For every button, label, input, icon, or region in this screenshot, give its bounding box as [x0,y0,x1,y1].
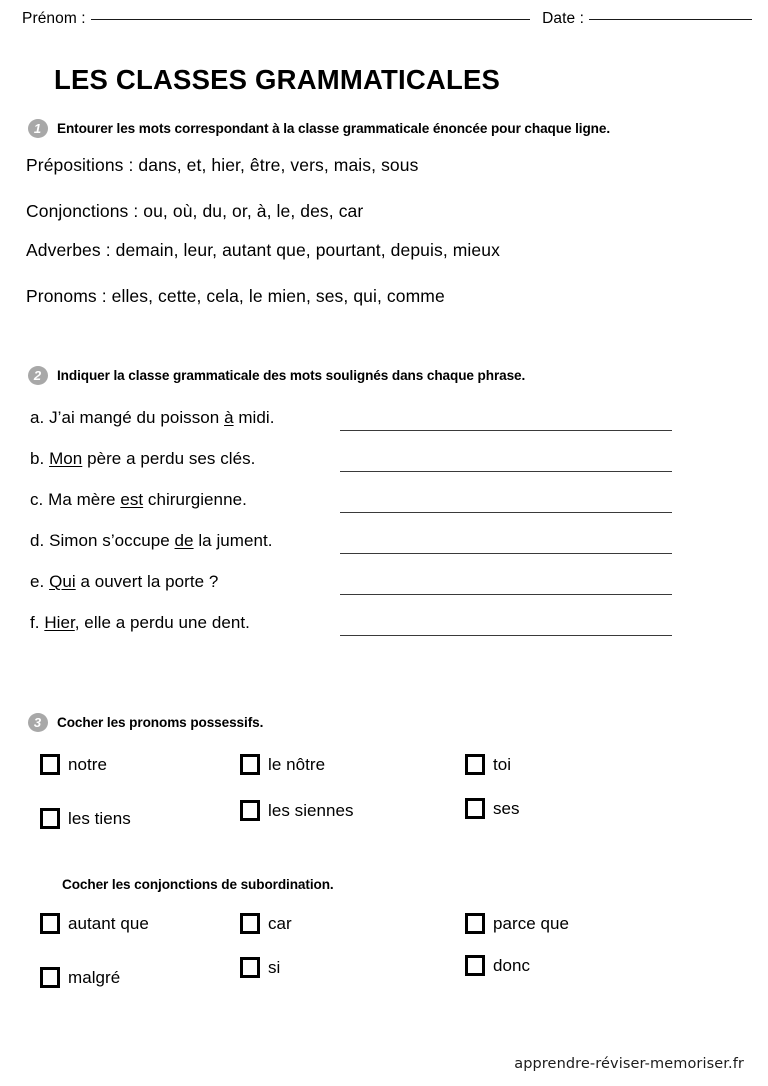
sentence-row [30,613,678,643]
exercise-1-instruction: Entourer les mots correspondant à la classe grammaticale énoncée pour chaque ligne. [57,121,611,136]
checkbox-option-car[interactable] [240,913,292,934]
sentence-marker: c. [30,490,44,509]
word-list[interactable]: dans, et, hier, être, vers, mais, sous [138,155,419,175]
exercise-number-badge: 3 [28,713,48,732]
word-line-prepositions[interactable] [26,155,418,176]
checkbox-label: ses [493,798,520,818]
checkbox-icon[interactable] [40,913,60,934]
answer-input-line[interactable] [340,471,672,472]
checkbox-icon[interactable] [240,957,260,978]
page-title: LES CLASSES GRAMMATICALES [54,64,501,95]
sentence-before: J’ai mangé du poisson [49,408,225,427]
prenom-label: Prénom : [22,10,86,27]
checkbox-label: malgré [68,967,121,987]
answer-input-line[interactable] [340,553,672,554]
checkbox-icon[interactable] [40,754,60,775]
checkbox-option-donc[interactable] [465,955,530,976]
underlined-word: Qui [49,572,76,591]
checkbox-option-autant-que[interactable] [40,913,149,934]
answer-input-line[interactable] [340,594,672,595]
underlined-word: Mon [49,449,83,468]
sentence-after: père a perdu ses clés. [82,449,256,468]
sentence-after: la jument. [193,531,273,550]
checkbox-label: les tiens [68,808,131,828]
checkbox-option-malgre[interactable] [40,967,120,988]
checkbox-option-toi[interactable] [465,754,511,775]
sentence-marker: d. [30,531,45,550]
exercise-number-badge: 1 [28,119,48,138]
checkbox-icon[interactable] [240,800,260,821]
sentence-marker: b. [30,449,45,468]
exercise-4-instruction: Cocher les conjonctions de subordination. [62,877,334,892]
checkbox-icon[interactable] [40,808,60,829]
sentence-after: , elle a perdu une dent. [74,613,250,632]
answer-input-line[interactable] [340,430,672,431]
answer-input-line[interactable] [340,635,672,636]
sentence-after: midi. [233,408,275,427]
sentence-after: a ouvert la porte ? [75,572,219,591]
sentence-text [30,449,255,469]
checkbox-label: parce que [493,913,570,933]
checkbox-option-si[interactable] [240,957,280,978]
checkbox-icon[interactable] [465,913,485,934]
checkbox-icon[interactable] [465,798,485,819]
sentence-text [30,408,275,428]
underlined-word: Hier [44,613,75,632]
sentence-before: Simon s’occupe [49,531,175,550]
sentence-row [30,408,678,438]
checkbox-icon[interactable] [240,913,260,934]
sentence-text [30,531,273,551]
answer-input-line[interactable] [340,512,672,513]
checkbox-option-les-siennes[interactable] [240,800,354,821]
word-line-adverbes[interactable] [26,240,500,261]
checkbox-label: notre [68,754,107,774]
checkbox-option-le-notre[interactable] [240,754,325,775]
checkbox-icon[interactable] [240,754,260,775]
checkbox-option-parce-que[interactable] [465,913,569,934]
prenom-input-line[interactable] [91,19,530,20]
word-line-conjonctions[interactable] [26,201,363,222]
checkbox-label: autant que [68,913,149,933]
sentence-row [30,490,678,520]
checkbox-option-les-tiens[interactable] [40,808,131,829]
sentence-row [30,572,678,602]
word-list[interactable]: elles, cette, cela, le mien, ses, qui, comme [111,286,445,306]
exercise-2-instruction: Indiquer la classe grammaticale des mots soulignés dans chaque phrase. [57,368,526,383]
sentence-marker: a. [30,408,45,427]
checkbox-label: car [268,913,292,933]
sentence-marker: f. [30,613,40,632]
word-line-pronoms[interactable] [26,286,445,307]
underlined-word: à [224,408,234,427]
sentence-text [30,613,250,633]
category-label: Prépositions : [26,155,134,175]
checkbox-option-notre[interactable] [40,754,107,775]
student-header [22,10,752,28]
sentence-row [30,449,678,479]
checkbox-label: toi [493,754,512,774]
checkbox-label: le nôtre [268,754,326,774]
underlined-word: est [120,490,144,509]
category-label: Adverbes : [26,240,111,260]
sentence-before: Ma mère [48,490,121,509]
word-list[interactable]: demain, leur, autant que, pourtant, depuis, mieux [115,240,500,260]
date-input-line[interactable] [589,19,752,20]
checkbox-label: donc [493,955,531,975]
word-list[interactable]: ou, où, du, or, à, le, des, car [143,201,364,221]
checkbox-label: les siennes [268,800,354,820]
sentence-row [30,531,678,561]
exercise-3-instruction: Cocher les pronoms possessifs. [57,715,264,730]
underlined-word: de [174,531,194,550]
site-credit: apprendre-réviser-memoriser.fr [514,1056,744,1072]
exercise-3-header [28,713,263,732]
sentence-text [30,490,247,510]
checkbox-icon[interactable] [465,754,485,775]
checkbox-icon[interactable] [40,967,60,988]
checkbox-label: si [268,957,281,977]
exercise-1-header [28,119,610,138]
checkbox-icon[interactable] [465,955,485,976]
category-label: Conjonctions : [26,201,139,221]
date-label: Date : [542,10,585,27]
exercise-2-header [28,366,525,385]
sentence-text [30,572,218,592]
category-label: Pronoms : [26,286,107,306]
sentence-after: chirurgienne. [143,490,247,509]
checkbox-option-ses[interactable] [465,798,520,819]
exercise-number-badge: 2 [28,366,48,385]
sentence-marker: e. [30,572,45,591]
